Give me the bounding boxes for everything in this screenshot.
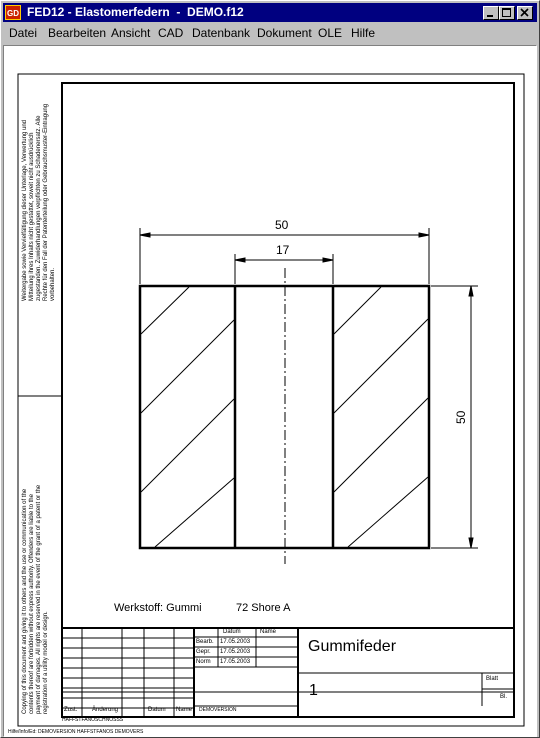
menu-bearbeiten[interactable]: Bearbeiten	[48, 26, 107, 40]
close-icon	[518, 7, 532, 19]
menu-datenbank[interactable]: Datenbank	[192, 26, 251, 40]
menu-bar	[3, 23, 537, 43]
tb-norm-label: Norm	[196, 659, 211, 665]
tb-aenderung-label: Änderung	[92, 707, 119, 713]
tb-zust-label: Zust.	[64, 707, 78, 713]
maximize-icon	[500, 7, 514, 19]
dim-inner-label: 17	[276, 243, 290, 257]
tb-name2-label: Name	[176, 707, 193, 713]
window-title: FED12 - Elastomerfedern - DEMO.f12	[27, 5, 244, 19]
hatching-left	[141, 287, 234, 547]
copyright-note-de: Weitergabe sowie Vervielfältigung dieser Unterlage, Verwertung und Mitteilung ihres Inhalts nicht gestattet, soweit nicht ausdrücklich zugestanden. Zuwiderhandlungen verpflichten zu Schadenersatz. Alle Rechte für den Fall der Patenterteilung oder Gebrauchsmuster-Eintragung vorbehalten.	[22, 103, 56, 301]
tb-bearb-label: Bearb.	[196, 639, 214, 645]
menu-dokument[interactable]: Dokument	[257, 26, 312, 40]
menu-ansicht[interactable]: Ansicht	[111, 26, 151, 40]
tb-norm-date: 17.05.2003	[220, 659, 251, 665]
tb-name-header: Name	[260, 629, 277, 635]
menu-cad[interactable]: CAD	[158, 26, 184, 40]
tb-blatt-label: Blatt	[486, 676, 499, 682]
title-block	[62, 628, 514, 717]
dim-outer-label: 50	[275, 218, 289, 232]
menu-ole[interactable]: OLE	[318, 26, 343, 40]
tb-footer-1: HAFFSTFANOSCHNOSSS	[62, 717, 124, 723]
tb-version-label: DEMOVERSION	[199, 707, 237, 713]
close-button[interactable]	[517, 6, 533, 20]
part-name: Gummifeder	[308, 638, 397, 655]
app-logo-icon	[5, 5, 21, 20]
tb-bl-label: Bl.	[500, 694, 508, 700]
dimension-inner	[235, 254, 333, 284]
drawing-canvas[interactable]	[3, 45, 537, 737]
tb-gepr-label: Gepr.	[196, 649, 211, 655]
sheet-inner-border	[62, 83, 514, 717]
tb-footer-2: Hilfe/Info/Ed: DEMOVERSION HAFFSTFANOS DEMOVERS	[8, 729, 144, 735]
tb-datum-header: Datum	[223, 629, 241, 635]
title-bar[interactable]	[3, 3, 537, 22]
maximize-button[interactable]	[499, 6, 515, 20]
tb-bearb-date: 17.05.2003	[220, 639, 251, 645]
hardness-label: 72 Shore A	[236, 602, 291, 614]
tb-datum2-label: Datum	[148, 707, 166, 713]
copyright-note-en: Copying of this document and giving it to others and the use or communication of the contents thereof are forbidden without express authority. Offenders are liable to the payment of damages. All rights are reserved in the event of the grant of a patent or the registration of a utility model or design.	[22, 484, 49, 714]
menu-hilfe[interactable]: Hilfe	[351, 26, 376, 40]
drawing-number: 1	[309, 682, 318, 699]
dim-height-label: 50	[454, 410, 468, 424]
minimize-button[interactable]	[483, 6, 499, 20]
material-label: Werkstoff: Gummi	[114, 602, 202, 614]
app-logo-label: GD	[7, 9, 19, 18]
menu-datei[interactable]: Datei	[9, 26, 38, 40]
hatching-right	[334, 287, 428, 547]
tb-gepr-date: 17.05.2003	[220, 649, 251, 655]
minimize-icon	[484, 7, 498, 19]
